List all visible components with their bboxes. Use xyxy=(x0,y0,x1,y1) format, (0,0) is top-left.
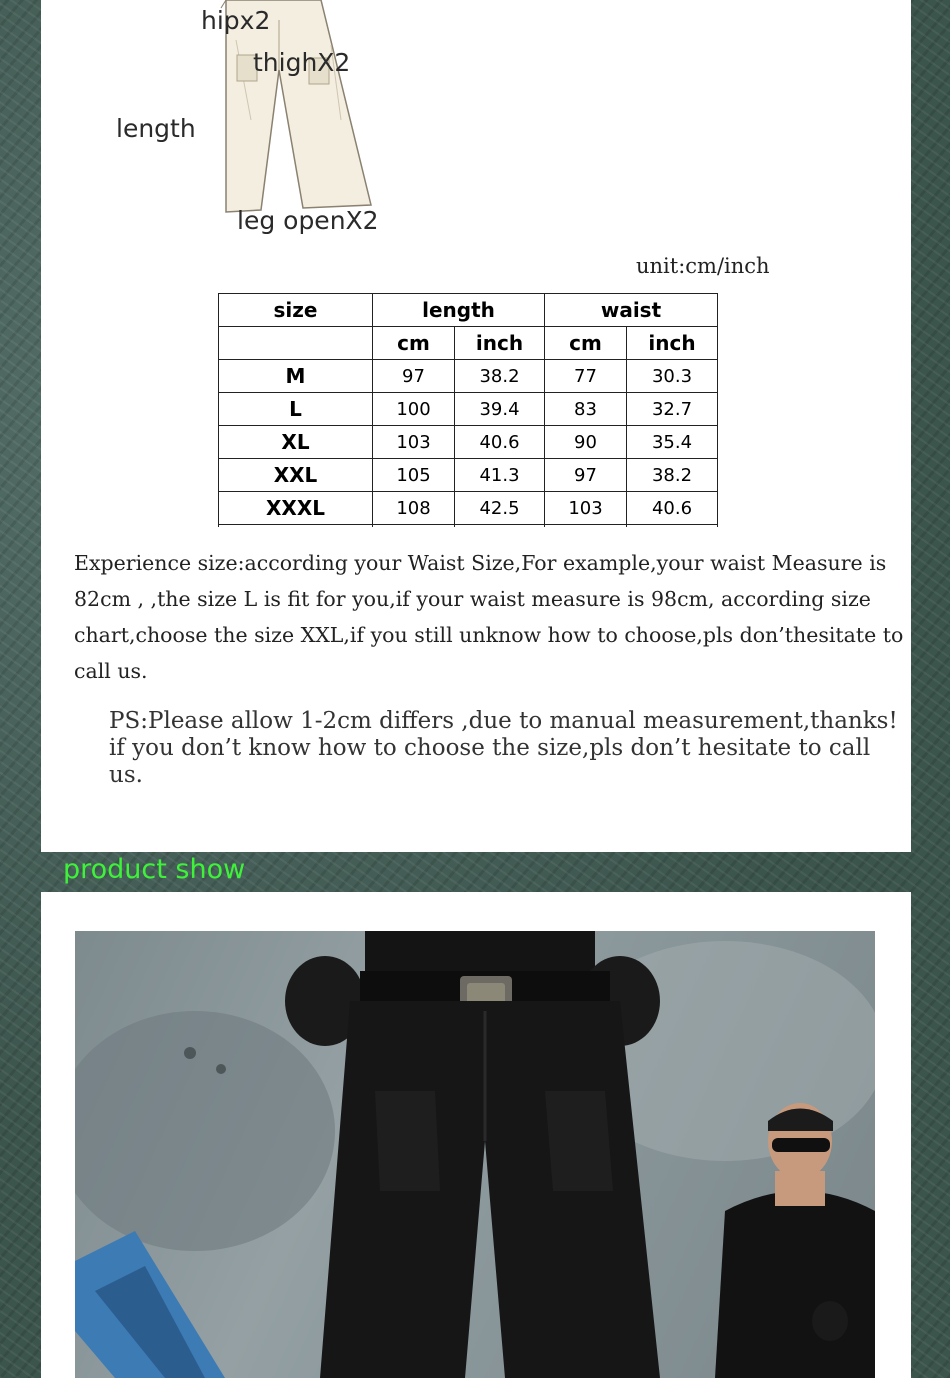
waist-inch-cell: 35.4 xyxy=(627,426,718,459)
ps-note xyxy=(109,708,899,789)
header-waist-inch: inch xyxy=(627,327,718,360)
size-table xyxy=(218,293,718,527)
waist-cm-cell: 90 xyxy=(545,426,627,459)
product-show-panel xyxy=(41,892,911,1378)
waist-cm-cell: 97 xyxy=(545,459,627,492)
experience-size-text: Experience size:according your Waist Size,For example,your waist Measure is 82cm , ,the size L is fit for you,if your waist measure is 98cm, according size chart,choose the size XXL,if you still unknow how to choose,pls don’thesitate to call us. xyxy=(74,551,904,683)
length-inch-cell: 39.4 xyxy=(455,393,545,426)
table-row xyxy=(219,393,718,426)
table-row xyxy=(219,492,718,525)
table-tail-row xyxy=(219,525,718,528)
product-photo-illustration xyxy=(75,931,875,1378)
size-cell: XXL xyxy=(219,459,373,492)
length-inch-cell: 41.3 xyxy=(455,459,545,492)
unit-label: unit:cm/inch xyxy=(636,254,770,278)
waist-cm-cell: 83 xyxy=(545,393,627,426)
ps-line-1: PS:Please allow 1-2cm differs ,due to manual measurement,thanks! xyxy=(109,708,898,734)
table-row xyxy=(219,426,718,459)
waist-inch-cell: 32.7 xyxy=(627,393,718,426)
length-cm-cell: 108 xyxy=(373,492,455,525)
size-cell: L xyxy=(219,393,373,426)
size-cell: XL xyxy=(219,426,373,459)
leg-open-label: leg openX2 xyxy=(237,206,379,235)
size-cell: XXXL xyxy=(219,492,373,525)
length-inch-cell: 38.2 xyxy=(455,360,545,393)
header-waist: waist xyxy=(545,294,718,327)
waist-cm-cell: 77 xyxy=(545,360,627,393)
waist-cm-cell: 103 xyxy=(545,492,627,525)
ps-line-2: if you don’t know how to choose the size,pls don’t hesitate to call us. xyxy=(109,735,871,788)
table-subheader-row xyxy=(219,327,718,360)
length-label: length xyxy=(116,114,196,143)
size-chart-panel xyxy=(41,0,911,852)
waist-inch-cell: 38.2 xyxy=(627,459,718,492)
length-inch-cell: 42.5 xyxy=(455,492,545,525)
size-cell: M xyxy=(219,360,373,393)
table-header-row xyxy=(219,294,718,327)
header-length-inch: inch xyxy=(455,327,545,360)
length-cm-cell: 97 xyxy=(373,360,455,393)
length-inch-cell: 40.6 xyxy=(455,426,545,459)
waist-inch-cell: 30.3 xyxy=(627,360,718,393)
hip-label: hipx2 xyxy=(201,6,271,35)
header-length: length xyxy=(373,294,545,327)
product-photo xyxy=(75,931,875,1378)
thigh-label: thighX2 xyxy=(253,48,351,77)
header-blank xyxy=(219,327,373,360)
header-size: size xyxy=(219,294,373,327)
waist-inch-cell: 40.6 xyxy=(627,492,718,525)
length-cm-cell: 105 xyxy=(373,459,455,492)
product-show-heading: product show xyxy=(63,854,246,885)
table-row xyxy=(219,459,718,492)
header-length-cm: cm xyxy=(373,327,455,360)
header-waist-cm: cm xyxy=(545,327,627,360)
length-cm-cell: 100 xyxy=(373,393,455,426)
length-cm-cell: 103 xyxy=(373,426,455,459)
table-row xyxy=(219,360,718,393)
